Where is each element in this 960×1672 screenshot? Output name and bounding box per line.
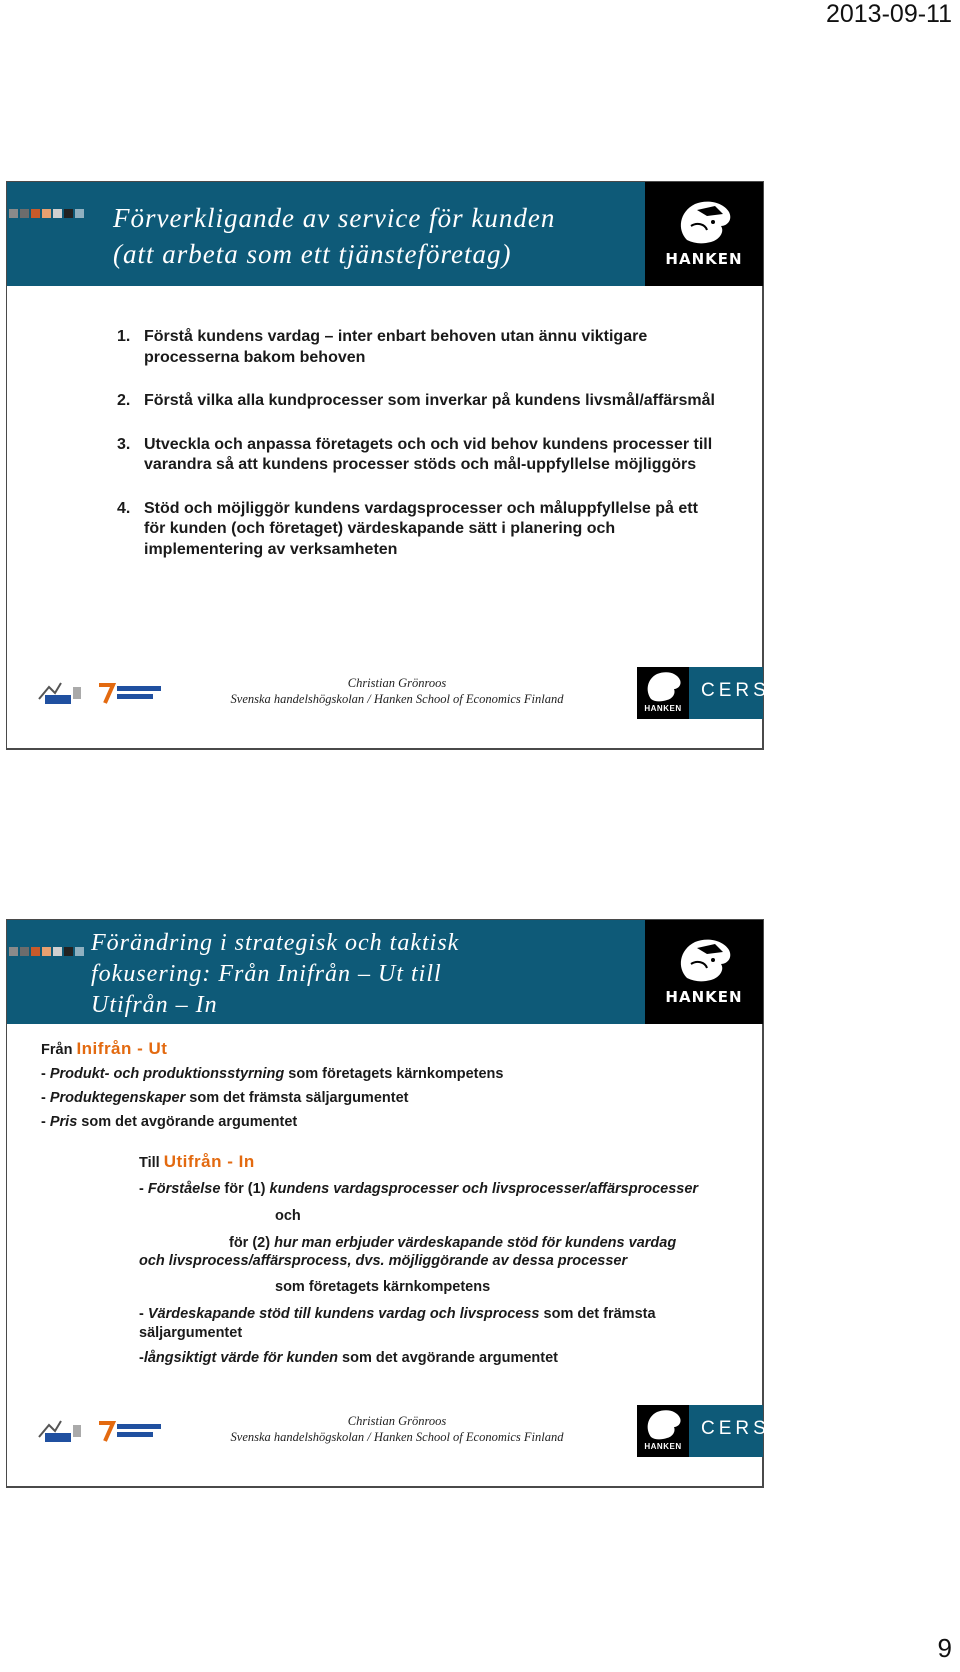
mercury-head-icon	[667, 196, 741, 248]
hanken-logo: HANKEN	[645, 182, 763, 286]
to-support-line: för (2) hur man erbjuder värdeskapande stöd för kundens vardag	[229, 1235, 677, 1251]
from-item-2: - Produktegenskaper som det främsta säljargumentet	[41, 1090, 409, 1106]
to-process-line: och livsprocess/affärsprocess, dvs. möjliggörande av dessa processer	[139, 1253, 628, 1269]
footer-credits: Christian Grönroos Svenska handelshögskolan / Hanken School of Economics Finland	[230, 1414, 564, 1444]
slide-header	[7, 920, 645, 1024]
to-value-support: - Värdeskapande stöd till kundens vardag och livsprocess som det främsta säljargumentet	[139, 1306, 656, 1341]
list-item: 2. Förstå vilka alla kundprocesser som inverkar på kundens livsmål/affärsmål	[117, 392, 715, 409]
slide-2	[6, 919, 770, 1488]
cers-logo: CERS	[689, 1405, 763, 1457]
slide-1	[6, 181, 770, 750]
to-heading: Till Utifrån - In	[139, 1152, 255, 1171]
from-item-1: - Produkt- och produktionsstyrning som företagets kärnkompetens	[41, 1066, 504, 1082]
to-long-term-value: -långsiktigt värde för kunden som det avgörande argumentet	[139, 1350, 558, 1366]
slide-title: Förändring i strategisk och taktisk fokusering: Från Inifrån – Ut till Utifrån – In	[91, 930, 460, 1018]
steps-list	[117, 327, 717, 583]
partner-logos	[35, 677, 165, 714]
list-item: 3. Utveckla och anpassa företagets och och vid behov kundens processer till varandra så att kundens processer stöds och mål-uppfyllelse möjliggörs	[117, 435, 713, 473]
footer-brand	[637, 1405, 770, 1457]
cers-logo: CERS	[689, 667, 763, 719]
list-item: 1. Förstå kundens vardag – inter enbart behoven utan ännu viktigare processerna bakom behoven	[117, 328, 648, 366]
list-item: 4. Stöd och möjliggör kundens vardagsprocesser och måluppfyllelse på ett för kunden (och företaget) värdeskapande sätt i planering och implementering av verksamheten	[117, 499, 698, 558]
page-number: 9	[937, 1633, 952, 1663]
from-heading: Från Inifrån - Ut	[41, 1039, 168, 1058]
hanken-mini-logo: HANKEN	[637, 667, 689, 719]
footer-credits: Christian Grönroos Svenska handelshögskolan / Hanken School of Economics Finland	[230, 676, 564, 706]
hanken-mini-logo: HANKEN	[637, 1405, 689, 1457]
footer-brand	[637, 667, 770, 719]
document-date: 2013-09-11	[825, 0, 952, 28]
mercury-head-icon	[637, 1405, 689, 1445]
slide-title: Förverkligande av service för kunden (att arbeta som ett tjänsteföretag)	[113, 203, 556, 269]
hanken-logo: HANKEN	[645, 920, 763, 1024]
mercury-head-icon	[667, 934, 741, 986]
to-understanding: - Förståelse för (1) kundens vardagsprocesser och livsprocesser/affärsprocesser	[139, 1181, 699, 1197]
slide-header	[7, 182, 645, 286]
mercury-head-icon	[637, 667, 689, 707]
to-och: och	[275, 1208, 301, 1224]
from-item-3: - Pris som det avgörande argumentet	[41, 1114, 298, 1130]
partner-logos	[35, 1415, 165, 1452]
to-core-competence: som företagets kärnkompetens	[275, 1279, 491, 1295]
